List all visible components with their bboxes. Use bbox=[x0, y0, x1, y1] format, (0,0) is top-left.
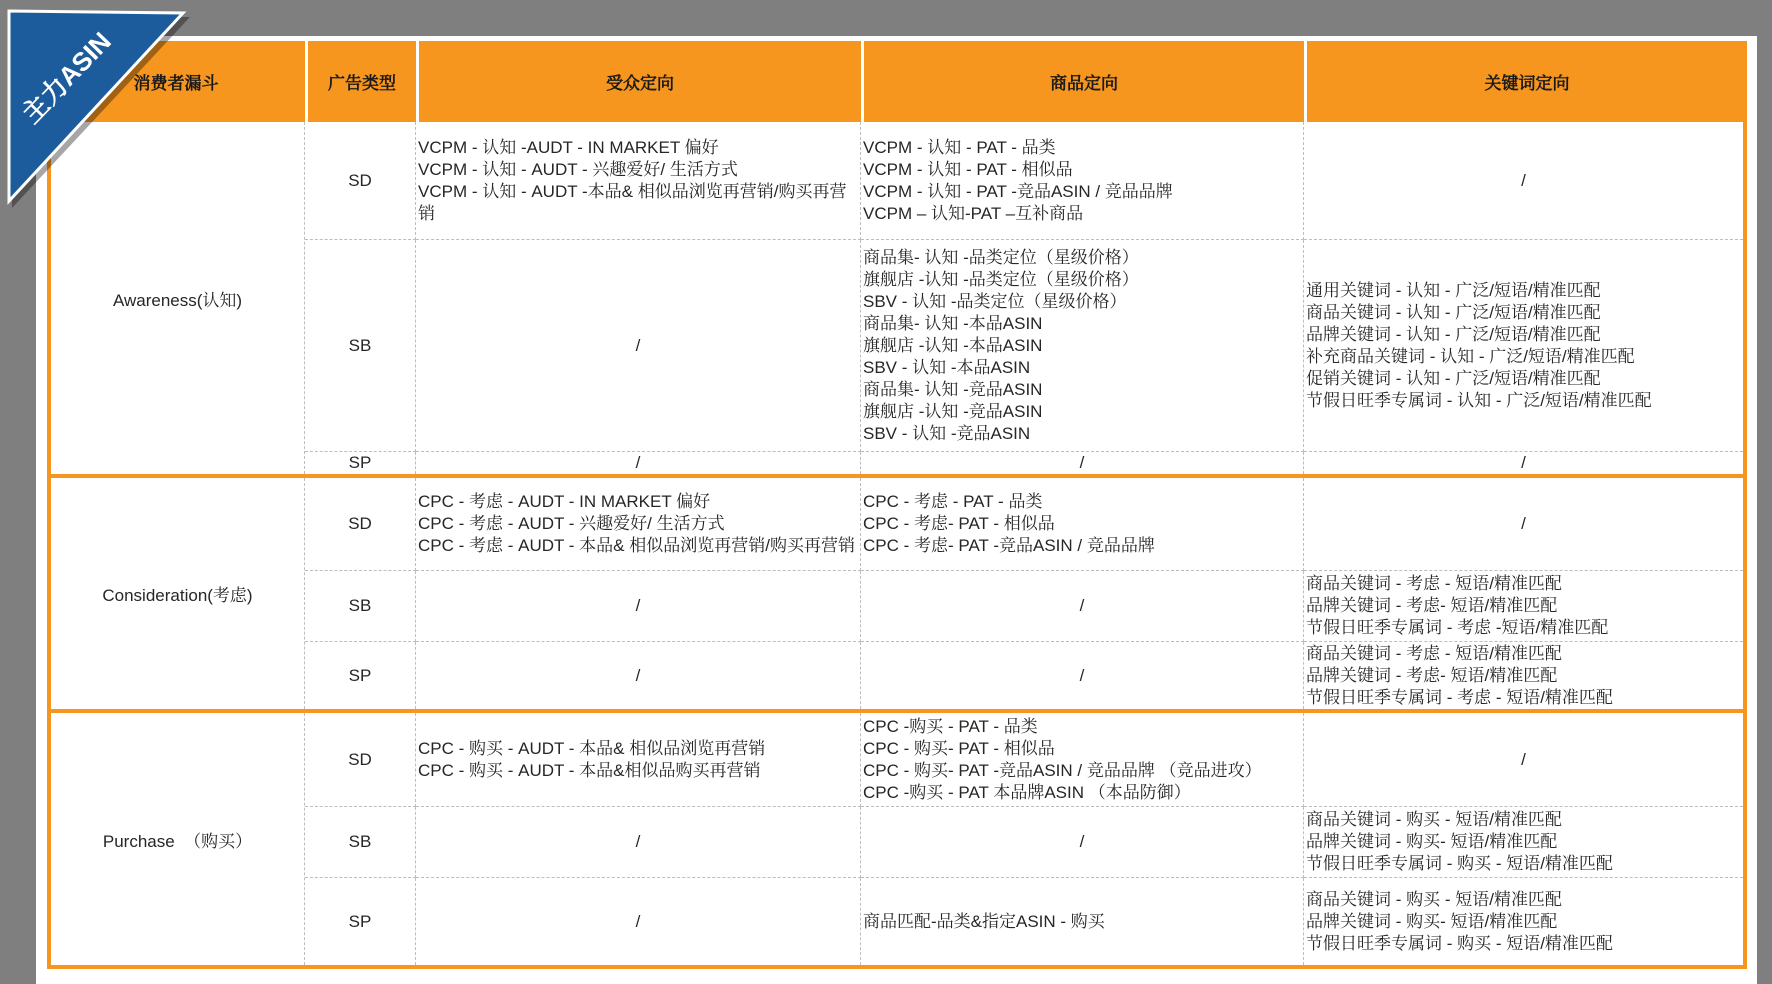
ad-type-label: SD bbox=[348, 170, 372, 190]
audience-targeting-cell bbox=[416, 878, 861, 965]
keyword-targeting-cell bbox=[1304, 452, 1743, 474]
empty-placeholder: / bbox=[635, 832, 641, 851]
empty-placeholder: / bbox=[635, 665, 641, 685]
keyword-targeting-cell bbox=[1304, 122, 1743, 240]
audience-targeting-cell bbox=[416, 478, 861, 571]
targeting-line: 节假日旺季专属词 - 购买 - 短语/精准匹配 bbox=[1306, 854, 1613, 873]
targeting-line: 品牌关键词 - 考虑- 短语/精准匹配 bbox=[1306, 665, 1558, 685]
targeting-line: 品牌关键词 - 考虑- 短语/精准匹配 bbox=[1306, 596, 1558, 615]
targeting-line: 节假日旺季专属词 - 购买 - 短语/精准匹配 bbox=[1306, 933, 1613, 953]
targeting-line: SBV - 认知 -竞品ASIN bbox=[863, 423, 1031, 443]
empty-placeholder: / bbox=[1521, 749, 1526, 769]
product-targeting-cell bbox=[861, 807, 1304, 878]
main-asin-corner-ribbon bbox=[0, 0, 200, 215]
targeting-line: CPC - 购买- PAT - 相似品 bbox=[863, 738, 1055, 758]
targeting-line: VCPM - 认知 - AUDT - 兴趣爱好/ 生活方式 bbox=[418, 159, 738, 179]
targeting-line: SBV - 认知 -本品ASIN bbox=[863, 357, 1031, 377]
targeting-line: 旗舰店 -认知 -竞品ASIN bbox=[863, 401, 1043, 421]
audience-targeting-cell bbox=[416, 807, 861, 878]
keyword-targeting-cell bbox=[1304, 713, 1743, 807]
targeting-line: 商品关键词 - 考虑 - 短语/精准匹配 bbox=[1306, 643, 1562, 663]
ad-type-label: SP bbox=[348, 665, 372, 685]
ad-type-label: SB bbox=[348, 335, 372, 355]
keyword-targeting-cell bbox=[1304, 478, 1743, 571]
ad-type-label: SP bbox=[348, 453, 372, 472]
ad-targeting-table bbox=[47, 41, 1747, 969]
targeting-line: 节假日旺季专属词 - 考虑 -短语/精准匹配 bbox=[1306, 618, 1609, 637]
product-targeting-cell bbox=[861, 642, 1304, 709]
keyword-targeting-cell bbox=[1304, 571, 1743, 642]
targeting-line: VCPM - 认知 -AUDT - IN MARKET 偏好 bbox=[418, 137, 719, 157]
column-header-audience-targeting: 受众定向 bbox=[416, 41, 861, 122]
ad-type-cell bbox=[305, 478, 416, 571]
ad-type-cell bbox=[305, 807, 416, 878]
empty-placeholder: / bbox=[1521, 514, 1526, 533]
funnel-stage-label: Consideration(考虑) bbox=[102, 586, 253, 605]
targeting-line: 旗舰店 -认知 -本品ASIN bbox=[863, 335, 1043, 355]
product-targeting-cell bbox=[861, 478, 1304, 571]
targeting-line: VCPM - 认知 - PAT - 相似品 bbox=[863, 159, 1073, 179]
product-targeting-cell bbox=[861, 878, 1304, 965]
targeting-line: CPC - 考虑 - PAT - 品类 bbox=[863, 492, 1043, 511]
empty-placeholder: / bbox=[1521, 170, 1526, 190]
targeting-line: 品牌关键词 - 认知 - 广泛/短语/精准匹配 bbox=[1306, 324, 1601, 344]
targeting-line: 促销关键词 - 认知 - 广泛/短语/精准匹配 bbox=[1306, 368, 1601, 388]
audience-targeting-cell bbox=[416, 571, 861, 642]
targeting-line: 节假日旺季专属词 - 认知 - 广泛/短语/精准匹配 bbox=[1306, 390, 1652, 410]
funnel-stage-cell bbox=[51, 713, 305, 965]
product-targeting-cell bbox=[861, 452, 1304, 474]
targeting-line: CPC - 考虑 - AUDT - IN MARKET 偏好 bbox=[418, 492, 711, 511]
targeting-line: 品牌关键词 - 购买- 短语/精准匹配 bbox=[1306, 911, 1558, 931]
ad-type-cell bbox=[305, 452, 416, 474]
funnel-group-purchase bbox=[47, 713, 1747, 969]
empty-placeholder: / bbox=[635, 911, 641, 931]
targeting-line: CPC -购买 - PAT - 品类 bbox=[863, 716, 1038, 736]
column-header-funnel: 消费者漏斗 bbox=[133, 74, 219, 93]
table-header-row bbox=[47, 41, 1747, 122]
audience-targeting-cell bbox=[416, 713, 861, 807]
column-header-ad-type: 广告类型 bbox=[305, 41, 416, 122]
targeting-line: 商品关键词 - 认知 - 广泛/短语/精准匹配 bbox=[1306, 302, 1601, 322]
funnel-stage-label: Awareness(认知) bbox=[112, 290, 243, 310]
empty-placeholder: / bbox=[635, 453, 641, 472]
ad-type-label: SB bbox=[348, 832, 372, 851]
product-targeting-cell bbox=[861, 713, 1304, 807]
ad-type-label: SP bbox=[348, 911, 372, 931]
targeting-line: 补充商品关键词 - 认知 - 广泛/短语/精准匹配 bbox=[1306, 346, 1635, 366]
empty-placeholder: / bbox=[1079, 596, 1085, 615]
targeting-line: 商品关键词 - 考虑 - 短语/精准匹配 bbox=[1306, 574, 1562, 593]
audience-targeting-cell bbox=[416, 122, 861, 240]
audience-targeting-cell bbox=[416, 452, 861, 474]
product-targeting-cell bbox=[861, 240, 1304, 452]
audience-targeting-cell bbox=[416, 642, 861, 709]
empty-placeholder: / bbox=[635, 596, 641, 615]
ad-type-cell bbox=[305, 571, 416, 642]
keyword-targeting-cell bbox=[1304, 878, 1743, 965]
empty-placeholder: / bbox=[1079, 665, 1085, 685]
targeting-line: 节假日旺季专属词 - 考虑 - 短语/精准匹配 bbox=[1306, 687, 1613, 707]
audience-targeting-cell bbox=[416, 240, 861, 452]
targeting-line: VCPM - 认知 - PAT -竞品ASIN / 竞品品牌 bbox=[863, 181, 1173, 201]
funnel-stage-cell bbox=[51, 478, 305, 709]
ad-type-cell bbox=[305, 713, 416, 807]
targeting-line: CPC - 购买- PAT -竞品ASIN / 竞品品牌 （竞品进攻） bbox=[863, 760, 1262, 780]
ad-type-label: SD bbox=[348, 749, 372, 769]
targeting-line: 商品匹配-品类&指定ASIN - 购买 bbox=[863, 911, 1105, 931]
keyword-targeting-cell bbox=[1304, 807, 1743, 878]
targeting-line: CPC - 购买 - AUDT - 本品& 相似品浏览再营销 bbox=[418, 738, 766, 758]
keyword-targeting-cell bbox=[1304, 240, 1743, 452]
empty-placeholder: / bbox=[1079, 832, 1085, 851]
column-header-product-targeting: 商品定向 bbox=[861, 41, 1304, 122]
product-targeting-cell bbox=[861, 122, 1304, 240]
targeting-line: 商品关键词 - 购买 - 短语/精准匹配 bbox=[1306, 889, 1562, 909]
ad-type-cell bbox=[305, 122, 416, 240]
targeting-line: SBV - 认知 -品类定位（星级价格） bbox=[863, 291, 1127, 311]
funnel-group-awareness bbox=[47, 122, 1747, 478]
column-header-keyword-targeting: 关键词定向 bbox=[1304, 41, 1747, 122]
targeting-line: 商品关键词 - 购买 - 短语/精准匹配 bbox=[1306, 810, 1562, 829]
product-targeting-cell bbox=[861, 571, 1304, 642]
targeting-line: 商品集- 认知 -本品ASIN bbox=[863, 313, 1043, 333]
targeting-line: CPC - 考虑 - AUDT - 本品& 相似品浏览再营销/购买再营销 bbox=[418, 536, 855, 555]
keyword-targeting-cell bbox=[1304, 642, 1743, 709]
targeting-line: CPC - 考虑 - AUDT - 兴趣爱好/ 生活方式 bbox=[418, 514, 725, 533]
empty-placeholder: / bbox=[1079, 453, 1085, 472]
ad-type-cell bbox=[305, 642, 416, 709]
targeting-line: CPC -购买 - PAT 本品牌ASIN （本品防御） bbox=[863, 782, 1191, 802]
empty-placeholder: / bbox=[635, 335, 641, 355]
targeting-line: VCPM - 认知 - PAT - 品类 bbox=[863, 137, 1056, 157]
targeting-line: CPC - 购买 - AUDT - 本品&相似品购买再营销 bbox=[418, 760, 761, 780]
targeting-line: CPC - 考虑- PAT - 相似品 bbox=[863, 514, 1055, 533]
targeting-line: CPC - 考虑- PAT -竞品ASIN / 竞品品牌 bbox=[863, 536, 1155, 555]
targeting-line: VCPM – 认知-PAT –互补商品 bbox=[863, 203, 1084, 223]
ad-type-cell bbox=[305, 878, 416, 965]
targeting-line: VCPM - 认知 - AUDT -本品& 相似品浏览再营销/购买再营销 bbox=[418, 181, 847, 223]
ribbon-label: 主力ASIN bbox=[16, 26, 117, 129]
funnel-stage-label: Purchase （购买） bbox=[102, 831, 253, 851]
targeting-line: 商品集- 认知 -品类定位（星级价格） bbox=[863, 247, 1139, 267]
targeting-line: 品牌关键词 - 购买- 短语/精准匹配 bbox=[1306, 832, 1558, 851]
funnel-group-consideration bbox=[47, 478, 1747, 713]
ad-type-cell bbox=[305, 240, 416, 452]
targeting-line: 旗舰店 -认知 -品类定位（星级价格） bbox=[863, 269, 1139, 289]
ad-type-label: SD bbox=[348, 514, 372, 533]
ad-type-label: SB bbox=[348, 596, 372, 615]
empty-placeholder: / bbox=[1521, 453, 1526, 472]
targeting-line: 通用关键词 - 认知 - 广泛/短语/精准匹配 bbox=[1306, 280, 1601, 300]
targeting-line: 商品集- 认知 -竞品ASIN bbox=[863, 379, 1043, 399]
